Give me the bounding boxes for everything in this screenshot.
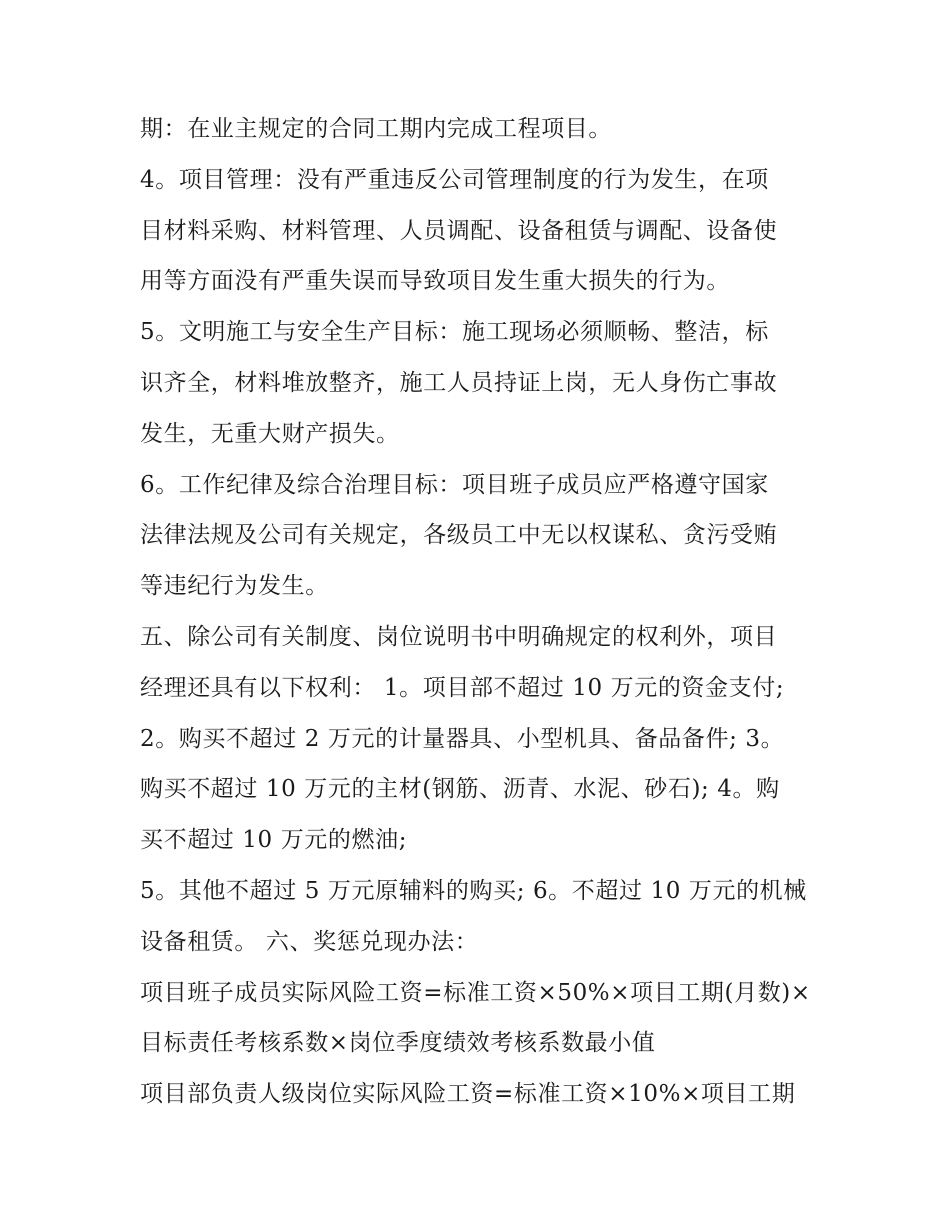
text-line: 目标责任考核系数×岗位季度绩效考核系数最小值 [140,1030,656,1057]
text-line: 经理还具有以下权利： 1。项目部不超过 10 万元的资金支付; [140,674,785,701]
text-line: 发生，无重大财产损失。 [140,420,400,447]
text-line: 6。工作纪律及综合治理目标：项目班子成员应严格遵守国家 [140,471,769,498]
text-line: 用等方面没有严重失误而导致项目发生重大损失的行为。 [140,268,730,295]
text-line: 4。项目管理：没有严重违反公司管理制度的行为发生，在项 [140,166,769,193]
text-line: 等违纪行为发生。 [140,573,329,600]
text-line: 买不超过 10 万元的燃油; [140,827,408,854]
text-line: 2。购买不超过 2 万元的计量器具、小型机具、备品备件; 3。 [140,725,785,752]
text-line: 法律法规及公司有关规定，各级员工中无以权谋私、贪污受贿 [140,522,778,549]
text-line: 5。其他不超过 5 万元原辅料的购买; 6。不超过 10 万元的机械 [140,877,807,904]
text-line: 设备租赁。 六、奖惩兑现办法： [140,928,479,955]
text-line: 五、除公司有关制度、岗位说明书中明确规定的权利外，项目 [140,623,778,650]
text-line: 期：在业主规定的合同工期内完成工程项目。 [140,116,612,142]
document-body [140,104,820,1120]
text-line: 5。文明施工与安全生产目标：施工现场必须顺畅、整洁，标 [140,319,769,346]
text-line: 识齐全，材料堆放整齐，施工人员持证上岗，无人身伤亡事故 [140,369,778,396]
text-line: 项目部负责人级岗位实际风险工资=标准工资×10%×项目工期 [140,1081,796,1108]
text-line: 项目班子成员实际风险工资=标准工资×50%×项目工期(月数)× [140,979,811,1006]
text-line: 目材料采购、材料管理、人员调配、设备租赁与调配、设备使 [140,217,778,244]
text-line: 购买不超过 10 万元的主材(钢筋、沥青、水泥、砂石); 4。购 [140,776,780,803]
